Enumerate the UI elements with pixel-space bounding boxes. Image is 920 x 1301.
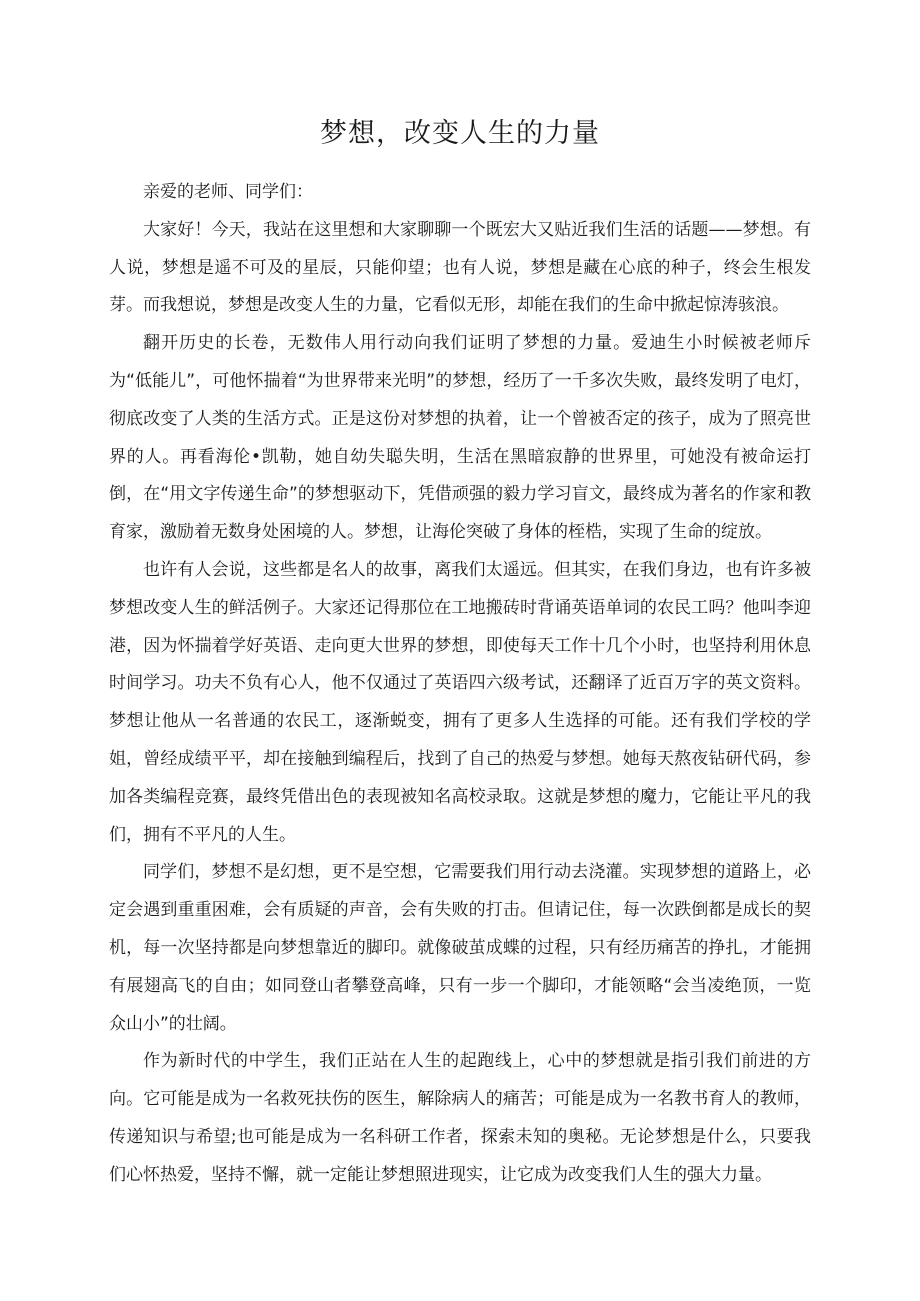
document-title: 梦想，改变人生的力量	[320, 118, 600, 149]
paragraph-intro: 大家好！今天，我站在这里想和大家聊聊一个既宏大又贴近我们生活的话题——梦想。有人说，梦想是遥不可及的星辰，只能仰望；也有人说，梦想是藏在心底的种子，终会生根发芽。而我想说，梦想是改变人生的力量，它看似无形，却能在我们的生命中掀起惊涛骇浪。	[109, 219, 811, 316]
paragraph-nearby-examples: 也许有人会说，这些都是名人的故事，离我们太遥远。但其实，在我们身边，也有许多被梦想改变人生的鲜活例子。大家还记得那位在工地搬砖时背诵英语单词的农民工吗？他叫李迎港，因为怀揣着学好英语、走向更大世界的梦想，即使每天工作十几个小时，也坚持利用休息时间学习。功夫不负有心人，他不仅通过了英语四六级考试，还翻译了近百万字的英文资料。梦想让他从一名普通的农民工，逐渐蜕变，拥有了更多人生选择的可能。还有我们学校的学姐，曾经成绩平平，却在接触到编程后，找到了自己的热爱与梦想。她每天熬夜钻研代码，参加各类编程竞赛，最终凭借出色的表现被知名高校录取。这就是梦想的魔力，它能让平凡的我们，拥有不平凡的人生。	[109, 559, 811, 845]
paragraph-action: 同学们，梦想不是幻想，更不是空想，它需要我们用行动去浇灌。实现梦想的道路上，必定会遇到重重困难，会有质疑的声音，会有失败的打击。但请记住，每一次跌倒都是成长的契机，每一次坚持都是向梦想靠近的脚印。就像破茧成蝶的过程，只有经历痛苦的挣扎，才能拥有展翅高飞的自由；如同登山者攀登高峰，只有一步一个脚印，才能领略“会当凌绝顶，一览众山小”的壮阔。	[109, 862, 811, 1034]
paragraph-history: 翻开历史的长卷，无数伟人用行动向我们证明了梦想的力量。爱迪生小时候被老师斥为“低能儿”，可他怀揣着“为世界带来光明”的梦想，经历了一千多次失败，最终发明了电灯，彻底改变了人类的生活方式。正是这份对梦想的执着，让一个曾被否定的孩子，成为了照亮世界的人。再看海伦•凯勒，她自幼失聪失明，生活在黑暗寂静的世界里，可她没有被命运打倒，在“用文字传递生命”的梦想驱动下，凭借顽强的毅力学习盲文，最终成为著名的作家和教育家，激励着无数身处困境的人。梦想，让海伦突破了身体的桎梏，实现了生命的绽放。	[109, 333, 811, 543]
paragraph-conclusion: 作为新时代的中学生，我们正站在人生的起跑线上，心中的梦想就是指引我们前进的方向。它可能是成为一名救死扶伤的医生，解除病人的痛苦；可能是成为一名教书育人的教师，传递知识与希望;也可能是成为一名科研工作者，探索未知的奥秘。无论梦想是什么，只要我们心怀热爱，坚持不懈，就一定能让梦想照进现实，让它成为改变我们人生的强大力量。	[109, 1051, 811, 1185]
greeting-line: 亲爱的老师、同学们：	[143, 182, 313, 202]
document-body	[109, 174, 811, 1195]
